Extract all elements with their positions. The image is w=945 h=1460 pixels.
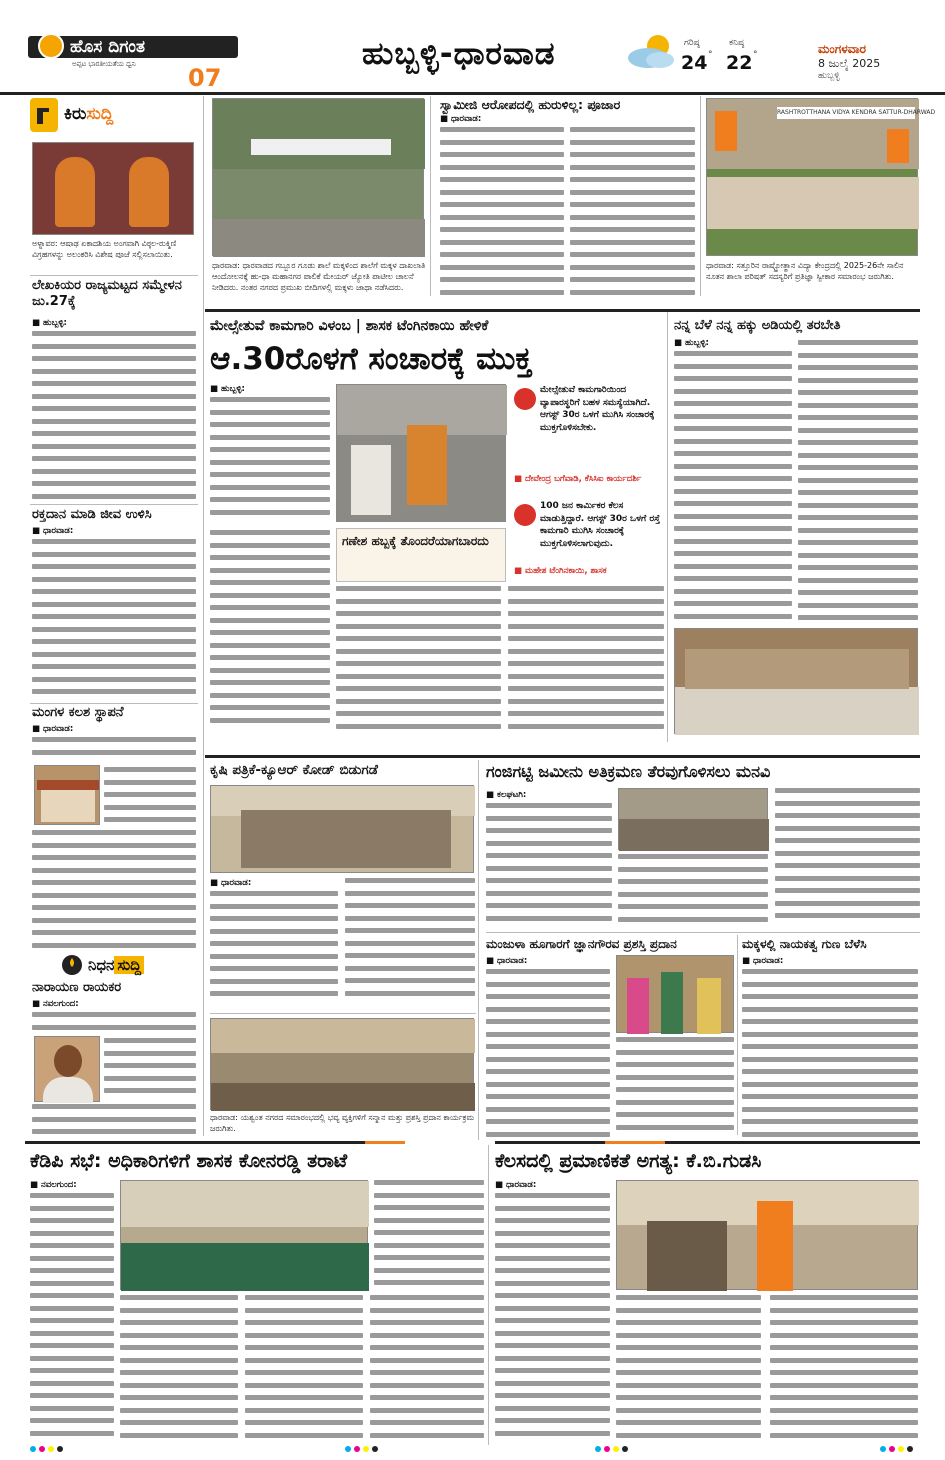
petition-submission-photo [618,788,768,850]
degree-sign: ° [708,50,713,60]
story-body-text [495,1193,610,1263]
dateline: ■ ಧಾರವಾಡ: [486,956,528,966]
story-body-text [440,127,564,307]
story-headline: ಕೆಡಿಪಿ ಸಭೆ: ಅಧಿಕಾರಿಗಳಿಗೆ ಶಾಸಕ ಕೋನರಡ್ಡಿ ತರಾಟೆ [30,1150,348,1172]
quote-icon [514,388,536,410]
flyover-inspection-photo [336,384,506,522]
story-headline: ಕೆಲಸದಲ್ಲಿ ಪ್ರಮಾಣಿಕತೆ ಅಗತ್ಯ: ಕೆ.ಬಿ.ಗುಡಸಿ [495,1150,762,1172]
suddi-label: ಸುದ್ದಿ [114,956,144,974]
header-rule [0,92,945,95]
obituary-name: ನಾರಾಯಣ ರಾಯಕರ [32,980,122,995]
side-box-headline: ಗಣೇಶ ಹಬ್ಬಕ್ಕೆ ತೊಂದರೆಯಾಗಬಾರದು [342,534,489,548]
school-rally-photo [212,98,424,256]
divider [30,504,198,505]
dateline: ■ ಧಾರವಾಡ: [440,114,482,124]
story-body-text [245,1295,363,1438]
divider [30,275,198,276]
dateline: ■ ನವಲಗುಂದ: [30,1180,77,1190]
column-divider [488,1145,489,1445]
story-body-text [770,1295,918,1438]
column-divider [737,935,738,1135]
date-box [818,42,923,81]
hand-pointing-icon [30,98,58,132]
story-headline: ಕೃಷಿ ಪತ್ರಿಕೆ-ಕ್ಯೂಆರ್ ಕೋಡ್ ಬಿಡುಗಡೆ [210,762,378,778]
dateline: ■ ಕಲಘಟಗಿ: [486,790,527,800]
story-body-text [618,854,768,929]
newspaper-logo-icon [38,33,64,59]
print-registration-marks [30,1446,63,1452]
quote-attribution: ■ ದೇವೇಂದ್ರ ಬಗೆವಾಡಿ, ಕೆಸಿಸಿಐ ಕಾರ್ಯದರ್ಶಿ [514,474,642,484]
lead-headline: ಆ.30ರೊಳಗೆ ಸಂಚಾರಕ್ಕೆ ಮುಕ್ತ [210,341,532,377]
dateline: ■ ನವಲಗುಂದ: [32,999,79,1009]
story-headline: ಮಂಗಳ ಕಲಶ ಸ್ಥಾಪನೆ [32,705,124,720]
story-body-text [775,788,920,929]
dateline: ■ ಧಾರವಾಡ: [495,1180,537,1190]
temple-building-photo [34,765,100,825]
temp-max-label: ಗರಿಷ್ಠ [684,38,700,48]
column-divider [667,312,668,742]
dateline: ■ ಹುಬ್ಬಳ್ಳಿ: [32,318,67,328]
portrait-photo [34,1036,100,1102]
dateline: ■ ಧಾರವಾಡ: [32,526,74,536]
section-rule [205,309,920,312]
print-registration-marks [595,1446,628,1452]
story-body-text [495,1268,610,1438]
banner-text: RASHTROTTHANA VIDYA KENDRA SATTUR-DHARWAD [777,107,915,119]
section-rule [495,1141,605,1144]
weekday: ಮಂಗಳವಾರ [818,42,867,56]
divider [486,932,920,933]
book-release-photo [210,785,474,873]
quote-icon [514,504,536,526]
column-divider [203,96,204,1136]
story-body-text [486,803,612,928]
story-body-text [336,586,501,736]
kdp-meeting-photo [120,1180,368,1290]
story-headline: ಸ್ವಾಮೀಜಿ ಆರೋಪದಲ್ಲಿ ಹುರುಳಿಲ್ಲ: ಪೂಜಾರ [440,97,621,112]
story-headline: ಗಂಜಿಗಟ್ಟಿ ಜಮೀನು ಅತಿಕ್ರಮಣ ತೆರವುಗೊಳಿಸಲು ಮನವಿ [486,762,771,781]
divider [30,703,198,704]
school-council-photo [706,98,936,256]
story-body-text [30,1193,114,1438]
degree-sign: ° [753,50,758,60]
temp-max-value: 24 [681,52,708,74]
photo-caption: ಧಾರವಾಡ: ಯಶ್ವಂತ ನಗರದ ಸಮಾರಂಭದಲ್ಲಿ ಭವ್ಯ ವ್ಯಕ್ತಿಗಳಿಗೆ ಸನ್ಮಾನ ಮತ್ತು ಪ್ರಶಸ್ತಿ ಪ್ರದಾನ ಕಾರ್ಯಕ್ರಮ ಜರುಗಿತು. [210,1113,475,1133]
dateline-place: ಹುಬ್ಬಳ್ಳಿ [818,71,840,81]
print-registration-marks [345,1446,378,1452]
temp-min-value: 22 [726,52,753,74]
section-rule [205,755,920,758]
page-number: 07 [188,64,222,92]
newspaper-tagline: ಅಪ್ಪಟ ಭಾರತೀಯತೆಯ ಧ್ವನಿ [72,60,136,68]
accent-rule [365,1141,405,1144]
nidhana-suddi-label [88,956,144,974]
kiru-label: ಕಿರು [64,104,87,124]
story-body-text [32,331,196,501]
lead-kicker: ಮೇಲ್ಸೇತುವೆ ಕಾಮಗಾರಿ ವಿಳಂಬ | ಶಾಸಕ ಟೆಂಗಿನಕಾಯಿ ಹೇಳಿಕೆ [210,318,489,334]
section-rule [25,1141,365,1144]
story-body-text [210,530,330,735]
story-body-text [104,1038,196,1102]
story-body-text [345,878,475,1009]
pull-quote: ಮೇಲ್ಸೇತುವೆ ಕಾಮಗಾರಿಯಿಂದ ವ್ಯಾಪಾರಸ್ಥರಿಗೆ ಬಹಳ ಸಮಸ್ಯೆಯಾಗಿದೆ. ಆಗಸ್ಟ್ 30ರ ಒಳಗೆ ಮುಗಿಸಿ ಸಂಚಾರಕ್ಕೆ ಮುಕ್ತಗೊಳಿಸಬೇಕು. [540,385,655,433]
photo-caption: ಧಾರವಾಡ: ಧಾರವಾಡದ ಗಬ್ಬೂರ ಗೂಡು ಶಾಲೆ ಮಕ್ಕಳಿಂದ ಶಾಲೆಗೆ ಮಕ್ಕಳ ದಾಖಲಾತಿ ಆಂದೋಲನಕ್ಕೆ ಹು-ಧಾ ಮಹಾನಗರ ಪಾಲಿಕೆ ಮೇಯರ್ ಜ್ಯೋತಿ ಪಾಟೀಲ ಚಾಲನೆ ನೀಡಿದರು. ನಂತರ ನಗರದ ಪ್ರಮುಖ ಬೀದಿಗಳಲ್ಲಿ ಮಕ್ಕಳು ಜಾಥಾ ನಡೆಸಿದರು. [212,261,426,292]
newspaper-name: ಹೊಸ ದಿಗಂತ [70,37,145,57]
story-body-text [210,891,338,1009]
award-ceremony-photo [616,955,734,1033]
dateline: ■ ಧಾರವಾಡ: [742,956,784,966]
kiru-suddi-label [64,104,113,124]
story-body-text [742,969,918,1139]
accent-rule [605,1141,665,1144]
story-body-text [32,830,196,950]
story-body-text [508,586,664,736]
dateline: ■ ಧಾರವಾಡ: [32,724,74,734]
sun-cloud-icon [622,30,680,72]
nidhana-label: ನಿಧನ [88,956,115,974]
story-headline: ಮಂಜುಳಾ ಹೂಗಾರಗೆ ಜ್ಞಾನಗೌರವ ಪ್ರಶಸ್ತಿ ಪ್ರದಾನ [486,937,677,951]
pull-quote: 100 ಜನ ಕಾರ್ಮಿಕರ ಕೆಲಸ ಮಾಡುತ್ತಿದ್ದಾರೆ. ಆಗಸ್ಟ್ 30ರ ಒಳಗೆ ರಸ್ತೆ ಕಾಮಗಾರಿ ಮುಗಿಸಿ ಸಂಚಾರಕ್ಕೆ ಮುಕ್ತಗೊಳಿಸಲಾಗುವುದು. [540,501,661,549]
story-body-text [798,340,918,626]
masthead [28,30,238,92]
story-body-text [32,1104,196,1136]
story-body-text [616,1295,761,1438]
divider [210,1013,476,1014]
column-divider [478,760,479,1140]
story-body-text [616,1037,734,1137]
story-body-text [570,127,695,307]
quote-attribution: ■ ಮಹೇಶ ಟೆಂಗಿನಕಾಯಿ, ಶಾಸಕ [514,566,607,576]
photo-caption: ಅಳ್ನಾವರ: ಆಷಾಢ ಏಕಾದಶಿಯ ಅಂಗವಾಗಿ ವಿಠ್ಠಲ-ರುಕ್ಮಿಣಿ ವಿಗ್ರಹಗಳನ್ನು ಅಲಂಕರಿಸಿ ವಿಶೇಷ ಪೂಜೆ ಸಲ್ಲಿಸಲಾಯಿತು. [32,239,177,259]
section-rule [665,1141,920,1144]
photo-caption: ಧಾರವಾಡ: ಸತ್ತೂರಿನ ರಾಷ್ಟ್ರೋತ್ಥಾನ ವಿದ್ಯಾ ಕೇಂದ್ರದಲ್ಲಿ 2025-26ನೇ ಸಾಲಿನ ನೂತನ ಶಾಲಾ ಪರಿಷತ್ ಸದಸ್ಯರಿಗೆ ಪ್ರತಿಜ್ಞಾ ಸ್ವೀಕಾರ ಸಮಾರಂಭ ಜರುಗಿತು. [706,261,904,281]
felicitation-group-photo [210,1018,474,1110]
story-headline: ರಕ್ತದಾನ ಮಾಡಿ ಜೀವ ಉಳಿಸಿ [32,507,152,522]
story-body-text [370,1295,484,1438]
story-body-text [374,1180,484,1290]
candle-lamp-icon [62,955,82,975]
temp-min-label: ಕನಿಷ್ಠ [729,38,745,48]
story-body-text [32,737,196,765]
retirement-felicitation-photo [616,1180,918,1290]
column-divider [700,96,701,296]
column-divider [430,96,431,296]
story-body-text [210,397,330,527]
temple-idols-photo [32,142,194,235]
dateline: ■ ಹುಬ್ಬಳ್ಳಿ: [674,338,709,348]
date: 8 ಜುಲೈ 2025 [818,57,881,70]
story-body-text [486,969,610,1139]
training-meeting-photo [674,628,918,734]
story-body-text [120,1295,238,1438]
story-body-text [674,351,792,626]
story-headline: ನನ್ನ ಬೆಳೆ ನನ್ನ ಹಕ್ಕು ಅಡಿಯಲ್ಲಿ ತರಬೇತಿ [674,318,841,333]
dateline: ■ ಹುಬ್ಬಳ್ಳಿ: [210,384,245,394]
print-registration-marks [880,1446,913,1452]
edition-city: ಹುಬ್ಬಳ್ಳಿ-ಧಾರವಾಡ [362,36,556,72]
story-body-text [32,539,196,701]
dateline: ■ ಧಾರವಾಡ: [210,878,252,888]
suddi-label: ಸುದ್ದಿ [86,104,114,124]
story-headline: ಮಕ್ಕಳಲ್ಲಿ ನಾಯಕತ್ವ ಗುಣ ಬೆಳೆಸಿ [742,937,867,951]
story-body-text [104,767,196,827]
story-headline: ಲೇಖಕಿಯರ ರಾಜ್ಯಮಟ್ಟದ ಸಮ್ಮೇಳನ ಜು.27ಕ್ಕೆ [32,278,182,309]
